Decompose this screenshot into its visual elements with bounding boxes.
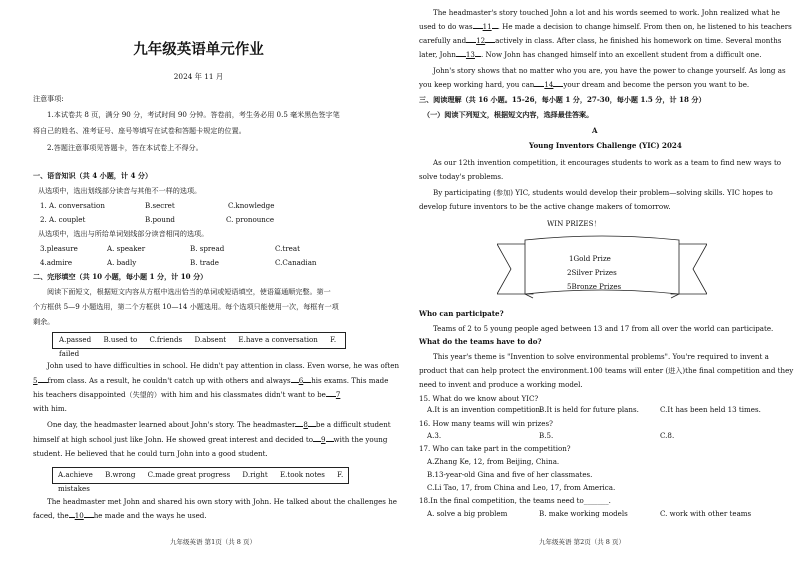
q17-option-b: B.13-year-old Gina and five of her classmates. bbox=[427, 470, 593, 479]
word-box-2 bbox=[52, 467, 349, 493]
word-box-2-option: A.achieve bbox=[58, 470, 93, 479]
q3-option-b: B. spread bbox=[190, 244, 225, 253]
q1-option-b: B.secret bbox=[145, 201, 175, 210]
exam-date: 2024 年 11 月 bbox=[173, 72, 224, 81]
word-box-2-option: D.right bbox=[242, 470, 268, 479]
passage-line: used to do was 11 . He made a decision to change himself. From then on, he listened to his teachers bbox=[419, 22, 792, 31]
section-2-instruction-3: 剩余。 bbox=[33, 317, 55, 326]
blank-13: 13 bbox=[465, 50, 475, 59]
passage-line: carefully and 12 actively in class. After class, he finished his homework on time. Several months bbox=[419, 36, 782, 45]
passage-line: student. He believed that he could turn John into a good student. bbox=[33, 449, 268, 458]
word-box-1-option: A.passed bbox=[59, 335, 92, 344]
q1-option-c: C.knowledge bbox=[228, 201, 275, 210]
passage-line: faced, the 10 he made and the ways he used. bbox=[33, 511, 207, 520]
q15-option-c: C.It has been held 13 times. bbox=[660, 405, 761, 414]
q18-option-c: C. work with other teams bbox=[660, 509, 752, 518]
question-18: 18.In the final competition, the teams need to_______. bbox=[419, 496, 611, 505]
word-box-1-option: F. failed bbox=[59, 335, 337, 358]
section-3-subheading: （一）阅读下列短文，根据短文内容，选择最佳答案。 bbox=[423, 110, 594, 119]
passage-line: John used to have difficulties in school. He didn't pay attention in class. Even worse, he was often bbox=[47, 361, 400, 370]
word-box-2-option: E.took notes bbox=[279, 470, 325, 479]
q17-option-c: C.Li Tao, 17, from China and Leo, 17, from America. bbox=[427, 483, 616, 492]
notice-heading: 注意事项: bbox=[33, 94, 64, 103]
q16-option-a: A.3. bbox=[427, 431, 442, 440]
word-box-1-option: C.friends bbox=[149, 335, 183, 344]
exam-title: 九年级英语单元作业 bbox=[133, 41, 264, 58]
q3-word: 3.pleasure bbox=[40, 244, 78, 253]
blank-14: 14 bbox=[544, 80, 554, 89]
article-line: need to invent and produce a working model. bbox=[419, 380, 583, 389]
passage-line: himself at high school just like John. He showed great interest and decided to 9 with the young bbox=[33, 435, 388, 444]
page-footer: 九年级英语 第2页（共 8 页） bbox=[539, 538, 625, 546]
blank-12: 12 bbox=[476, 36, 486, 45]
section-1-heading: 一、语音知识（共 4 小题，计 4 分） bbox=[33, 171, 153, 180]
question-17: 17. Who can take part in the competition? bbox=[419, 444, 571, 453]
word-box-1-option: D.absent bbox=[194, 335, 227, 344]
q4-option-a: A. badly bbox=[107, 258, 137, 267]
word-box-2-option: C.made great progress bbox=[147, 470, 231, 479]
right-page bbox=[397, 0, 794, 561]
passage-letter: A bbox=[592, 126, 598, 135]
article-line: This year's theme is "Invention to solve environmental problems". You're required to invent a bbox=[433, 352, 769, 361]
prizes-banner bbox=[497, 232, 707, 302]
word-box-2-option: B.wrong bbox=[105, 470, 136, 479]
prizes-heading: WIN PRIZES！ bbox=[547, 219, 601, 228]
question-16: 16. How many teams will win prizes? bbox=[419, 419, 553, 428]
notice-1a: 1.本试卷共 8 页，满分 90 分，考试时间 90 分钟。答卷前，考生务必用 0.5 毫米黑色签字笔 bbox=[47, 110, 340, 119]
blank-10: 10 bbox=[74, 511, 84, 520]
passage-line: John's story shows that no matter who you are, you have the power to change yourself. As long as bbox=[433, 66, 786, 75]
q16-option-b: B.5. bbox=[539, 431, 554, 440]
section-3-heading: 三、阅读理解（共 16 小题。15-26，每小题 1 分，27-30，每小题 1.5 分，计 18 分） bbox=[419, 95, 706, 104]
q3-option-a: A. speaker bbox=[107, 244, 146, 253]
q15-option-a: A.It is an invention competition. bbox=[427, 405, 543, 414]
blank-5: 5 bbox=[33, 376, 38, 385]
article-line: product that can help protect the environment.100 teams will enter (进入)the final competition and they bbox=[419, 366, 794, 375]
page-footer: 九年级英语 第1页（共 8 页） bbox=[170, 538, 256, 546]
section-2-instruction-2: 个方框供 5—9 小题选用，第二个方框供 10—14 小题选用。每个选项只能使用一次，每框有一项 bbox=[33, 302, 339, 311]
q3-option-c: C.treat bbox=[275, 244, 300, 253]
section-1-instruction-2: 从选项中，选出与所给单词划线部分读音相同的选项。 bbox=[38, 229, 209, 238]
passage-line: his teachers disappointed（失望的）with him and his classmates didn't want to be 7 bbox=[33, 390, 341, 399]
passage-line: with him. bbox=[33, 404, 67, 413]
q2-option-b: B.pound bbox=[145, 215, 175, 224]
prize-item: 2Silver Prizes bbox=[567, 268, 617, 277]
word-box-2-option: F. mistakes bbox=[58, 470, 344, 493]
who-heading: Who can participate? bbox=[419, 309, 504, 318]
notice-2: 2.答题注意事项见答题卡，答在本试卷上不得分。 bbox=[47, 143, 203, 152]
article-title: Young Inventors Challenge (YIC) 2024 bbox=[529, 141, 682, 150]
q18-option-a: A. solve a big problem bbox=[427, 509, 508, 518]
section-2-heading: 二、完形填空（共 10 小题，每小题 1 分，计 10 分） bbox=[33, 272, 208, 281]
what-heading: What do the teams have to do? bbox=[419, 337, 542, 346]
question-15: 15. What do we know about YIC? bbox=[419, 394, 539, 403]
word-box-1 bbox=[52, 332, 346, 358]
blank-11: 11 bbox=[482, 22, 492, 31]
passage-line: The headmaster met John and shared his own story with John. He talked about the challenges he bbox=[47, 497, 397, 506]
blank-9: 9 bbox=[321, 435, 326, 444]
q4-option-b: B. trade bbox=[190, 258, 219, 267]
q18-option-b: B. make working models bbox=[539, 509, 628, 518]
who-text: Teams of 2 to 5 young people aged between 13 and 17 from all over the world can participate. bbox=[433, 324, 774, 333]
word-box-1-option: E.have a conversation bbox=[238, 335, 318, 344]
prize-item: 5Bronze Prizes bbox=[567, 282, 622, 291]
blank-7: 7 bbox=[335, 390, 341, 399]
article-line: As our 12th invention competition, it encourages students to work as a team to find new ways to bbox=[433, 158, 782, 167]
q4-option-c: C.Canadian bbox=[275, 258, 317, 267]
q2-option-a: 2. A. couplet bbox=[40, 215, 86, 224]
q2-option-c: C. pronounce bbox=[226, 215, 275, 224]
notice-1b: 将自己的姓名、准考证号、座号等填写在试卷和答题卡规定的位置。 bbox=[33, 126, 246, 135]
article-line: By participating (参加) YIC, students would develop their problem—solving skills. YIC hopes to bbox=[433, 188, 773, 197]
passage-line: One day, the headmaster learned about John's story. The headmaster 8 be a difficult student bbox=[47, 420, 391, 429]
section-2-instruction-1: 阅读下面短文，根据短文内容从方框中选出恰当的单词或短语填空，使语篇通顺完整。第一 bbox=[47, 287, 331, 296]
passage-line: later, John 13 . Now John has changed himself into an excellent student from a difficult one. bbox=[419, 50, 762, 59]
q4-word: 4.admire bbox=[40, 258, 73, 267]
article-line: develop future inventors to be the active change makers of tomorrow. bbox=[419, 202, 671, 211]
passage-line: 5 from class. As a result, he couldn't catch up with others and always 6 his exams. This made bbox=[33, 376, 389, 385]
passage-line: The headmaster's story touched John a lot and his words seemed to work. John realized what he bbox=[433, 8, 780, 17]
blank-8: 8 bbox=[303, 420, 308, 429]
q16-option-c: C.8. bbox=[660, 431, 675, 440]
blank-6: 6 bbox=[298, 376, 304, 385]
section-1-instruction-1: 从选项中，选出划线部分读音与其他不一样的选项。 bbox=[38, 186, 202, 195]
article-line: solve today's problems. bbox=[419, 172, 504, 181]
word-box-1-option: B.used to bbox=[103, 335, 138, 344]
q15-option-b: B.It is held for future plans. bbox=[539, 405, 639, 414]
prize-item: 1Gold Prize bbox=[569, 254, 611, 263]
q1-option-a: 1. A. conversation bbox=[40, 201, 105, 210]
q17-option-a: A.Zhang Ke, 12, from Beijing, China. bbox=[427, 457, 560, 466]
passage-line: you keep working hard, you can 14 your dream and become the person you want to be. bbox=[419, 80, 750, 89]
